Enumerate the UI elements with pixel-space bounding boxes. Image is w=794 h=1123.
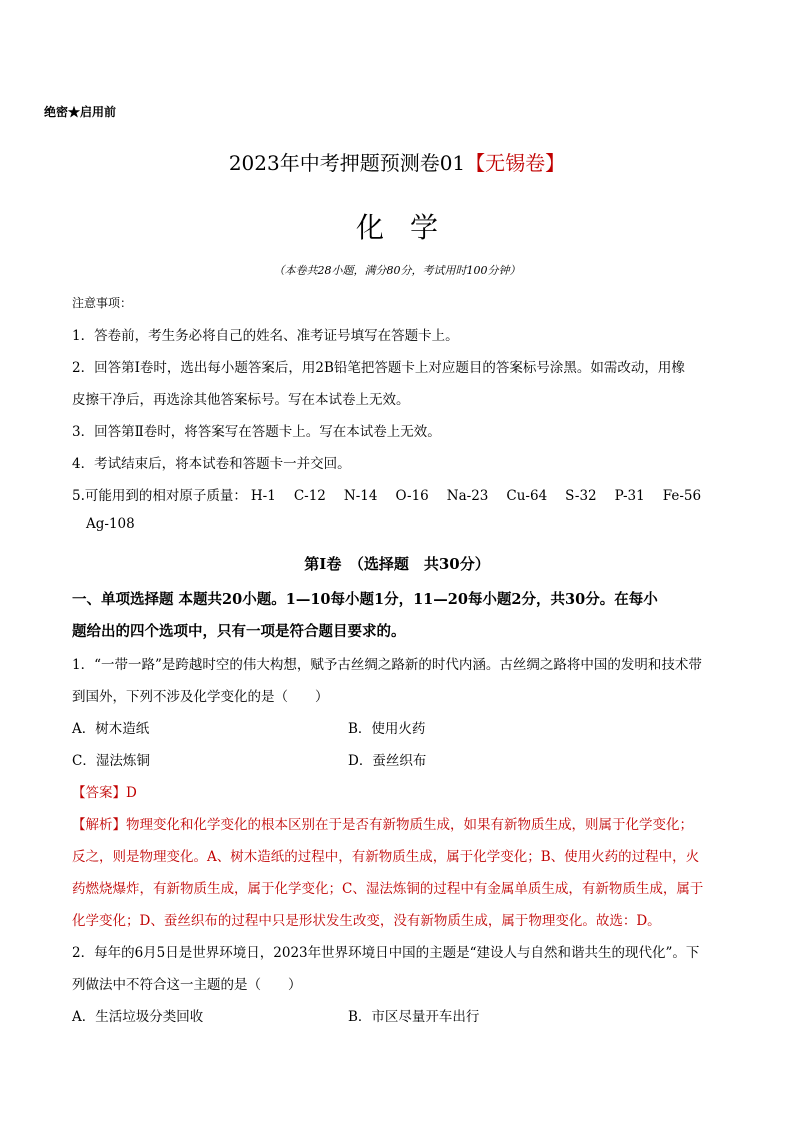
q1-stem-line-1: 1．“一带一路”是跨越时空的伟大构想，赋予古丝绸之路新的时代内涵。古丝绸之路将中国的发明和技术带	[72, 657, 702, 673]
q1-analysis-line-2: 反之，则是物理变化。A、树木造纸的过程中，有新物质生成，属于化学变化；B、使用火药的过程中，火	[72, 849, 700, 865]
q2-stem-line-2: 列做法中不符合这一主题的是（ ）	[72, 977, 302, 993]
atom-mass: Fe-56	[662, 488, 702, 504]
analysis-text: 物理变化和化学变化的根本区别在于是否有新物质生成，如果有新物质生成，则属于化学变化；	[126, 817, 693, 833]
note-5-label: 5.可能用到的相对原子质量：	[72, 488, 247, 504]
note-2-line-2: 皮擦干净后，再选涂其他答案标号。写在本试卷上无效。	[72, 392, 410, 408]
q2-stem-line-1: 2．每年的6月5日是世界环境日，2023年世界环境日中国的主题是“建设人与自然和谐共生的现代化”。下	[72, 945, 700, 961]
q2-option-a: A．生活垃圾分类回收	[72, 1009, 204, 1025]
q1-analysis-line-1	[72, 813, 693, 833]
exam-meta: （本卷共28小题，满分80分，考试用时100分钟）	[273, 264, 521, 277]
exam-title	[0, 147, 794, 176]
atom-mass: N-14	[343, 488, 378, 504]
atom-mass: S-32	[565, 488, 597, 504]
analysis-label: 【解析】	[72, 817, 126, 833]
q1-stem-line-2: 到国外，下列不涉及化学变化的是（ ）	[72, 689, 329, 705]
note-2-line-1: 2．回答第Ⅰ卷时，选出每小题答案后，用2B铅笔把答题卡上对应题目的答案标号涂黑。如需改动，用橡	[72, 360, 685, 376]
atom-mass: P-31	[614, 488, 645, 504]
q1-option-b: B．使用火药	[348, 721, 426, 737]
answer-label: 【答案】	[72, 785, 126, 801]
atom-mass: H-1	[250, 488, 276, 504]
q1-answer	[72, 781, 137, 801]
q1-option-a: A．树木造纸	[72, 721, 150, 737]
atom-mass-last: Ag-108	[86, 516, 135, 532]
section-intro-line-1: 一、单项选择题 本题共20小题。1—10每小题1分，11—20每小题2分，共30分。在每小	[72, 591, 658, 608]
q1-analysis-line-3: 药燃烧爆炸，有新物质生成，属于化学变化；C、湿法炼铜的过程中有金属单质生成，有新物质生成，属于	[72, 881, 704, 897]
q2-option-b: B．市区尽量开车出行	[348, 1009, 480, 1025]
note-1: 1．答卷前，考生务必将自己的姓名、准考证号填写在答题卡上。	[72, 328, 459, 344]
notes-heading: 注意事项：	[72, 296, 133, 310]
q1-analysis-line-4: 化学变化；D、蚕丝织布的过程中只是形状发生改变，没有新物质生成，属于物理变化。故选：D。	[72, 913, 661, 929]
note-3: 3．回答第Ⅱ卷时，将答案写在答题卡上。写在本试卷上无效。	[72, 424, 441, 440]
subject-title: 化学	[355, 211, 464, 244]
answer-value: D	[126, 785, 137, 801]
atom-mass: Cu-64	[506, 488, 548, 504]
note-4: 4．考试结束后，将本试卷和答题卡一并交回。	[72, 456, 351, 472]
atom-mass: Na-23	[446, 488, 489, 504]
q1-option-c: C．湿法炼铜	[72, 753, 150, 769]
q1-option-d: D．蚕丝织布	[348, 753, 427, 769]
section-title: 第Ⅰ卷 （选择题 共30分）	[304, 555, 490, 573]
exam-title-main: 2023年中考押题预测卷01	[228, 151, 466, 175]
confidential-mark: 绝密★启用前	[44, 105, 117, 119]
section-intro-line-2: 题给出的四个选项中，只有一项是符合题目要求的。	[72, 623, 406, 640]
exam-title-tag: 【无锡卷】	[465, 151, 566, 175]
atom-mass: C-12	[293, 488, 326, 504]
note-5	[72, 484, 719, 504]
atom-mass: O-16	[395, 488, 429, 504]
